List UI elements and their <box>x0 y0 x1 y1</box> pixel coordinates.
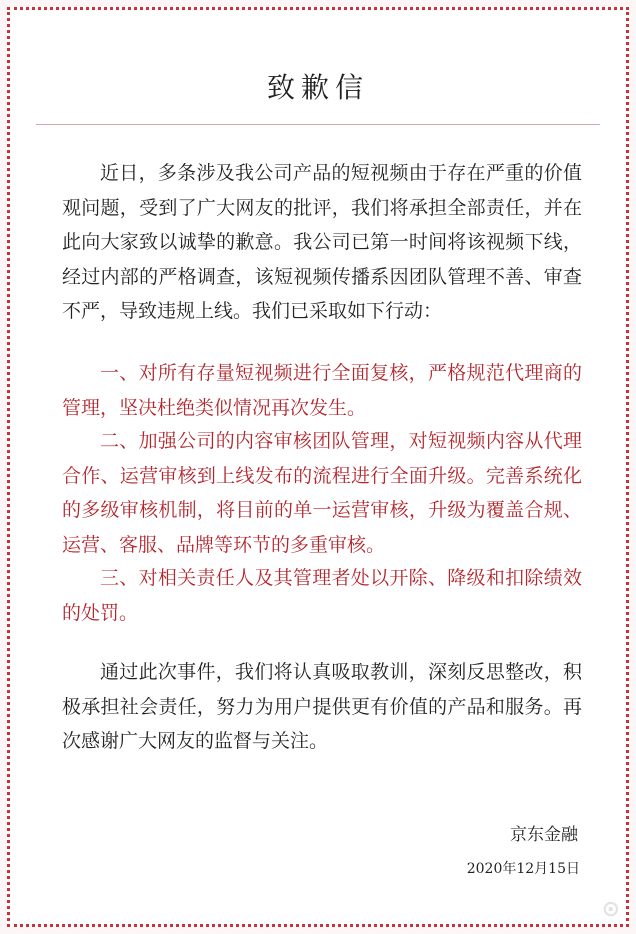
watermark-logo: ⊙ <box>601 897 622 922</box>
title-divider <box>36 124 600 125</box>
action-item-1: 一、对所有存量短视频进行全面复核，严格规范代理商的管理，坚决杜绝类似情况再次发生。 <box>62 362 582 419</box>
action-item-2: 二、加强公司的内容审核团队管理，对短视频内容从代理合作、运营审核到上线发布的流程进行全面升级。完善系统化的多级审核机制，将目前的单一运营审核，升级为覆盖合规、运营、客服、品牌等环节的多重审核。 <box>62 430 582 556</box>
signature: 京东金融 <box>510 825 578 845</box>
intro-paragraph: 近日，多条涉及我公司产品的短视频由于存在严重的价值观问题，受到了广大网友的批评，我们将承担全部责任，并在此向大家致以诚挚的歉意。我公司已第一时间将该视频下线，经过内部的严格调查，该短视频传播系因团队管理不善、审查不严，导致违规上线。我们已采取如下行动： <box>62 162 582 322</box>
action-item-3: 三、对相关责任人及其管理者处以开除、降级和扣除绩效的处罚。 <box>62 567 582 624</box>
closing-paragraph: 通过此次事件，我们将认真吸取教训，深刻反思整改，积极承担社会责任，努力为用户提供更有价值的产品和服务。再次感谢广大网友的监督与关注。 <box>62 661 582 752</box>
letter-title: 致歉信 <box>266 71 369 104</box>
letter-date: 2020年12月15日 <box>466 861 580 877</box>
